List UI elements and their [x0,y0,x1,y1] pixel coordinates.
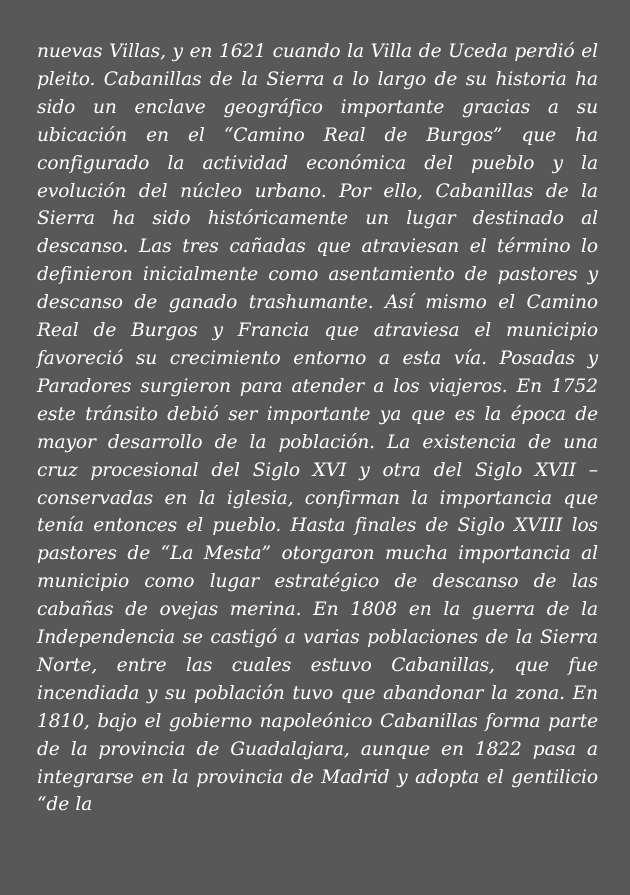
body-paragraph: nuevas Villas, y en 1621 cuando la Villa de Uceda perdió el pleito. Cabanillas de la Sierra a lo largo de su historia ha sido un enclave geográfico importante gracias a su ubicación en el “Camino Real de Burgos” que ha configurado la actividad económica del pueblo y la evolución del núcleo urbano. Por ello, Cabanillas de la Sierra ha sido históricamente un lugar destinado al descanso. Las tres cañadas que atraviesan el término lo definieron inicialmente como asentamiento de pastores y descanso de ganado trashumante. Así mismo el Camino Real de Burgos y Francia que atraviesa el municipio favoreció su crecimiento entorno a esta vía. Posadas y Paradores surgieron para atender a los viajeros. En 1752 este tránsito debió ser importante ya que es la época de mayor desarrollo de la población. La existencia de una cruz procesional del Siglo XVI y otra del Siglo XVII – conservadas en la iglesia, confirman la importancia que tenía entonces el pueblo. Hasta finales de Siglo XVIII los pastores de “La Mesta” otorgaron mucha importancia al municipio como lugar estratégico de descanso de las cabañas de ovejas merina. En 1808 en la guerra de la Independencia se castigó a varias poblaciones de la Sierra Norte, entre las cuales estuvo Cabanillas, que fue incendiada y su población tuvo que abandonar la zona. En 1810, bajo el gobierno napoleónico Cabanillas forma parte de la provincia de Guadalajara, aunque en 1822 pasa a integrarse en la provincia de Madrid y adopta el gentilicio “de la [37,41,598,816]
document-page [37,38,598,819]
